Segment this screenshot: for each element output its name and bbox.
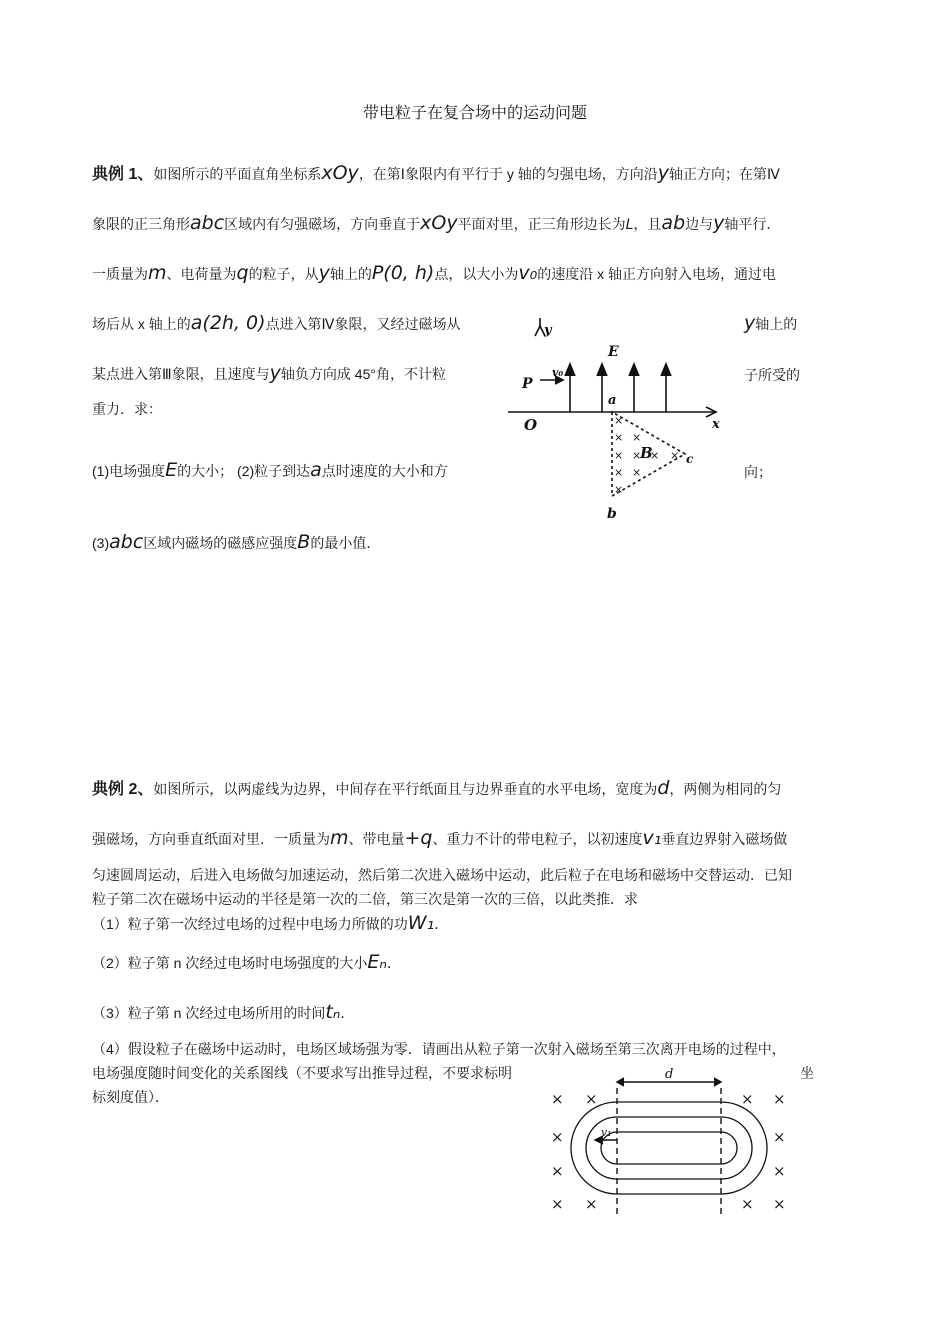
svg-text:×: × <box>551 1195 564 1213</box>
example2-line3: 匀速圆周运动，后进入电场做匀加速运动，然后第二次进入磁场中运动，此后粒子在电场和磁场中交替运动．已知 <box>92 867 792 883</box>
svg-text:×: × <box>551 1162 564 1180</box>
example2-line2: 强磁场，方向垂直纸面对里．一质量为m、带电量+q、重力不计的带电粒子，以初速度v₁垂直边界射入磁场做 <box>92 827 788 849</box>
example2-label: 典例 2、 <box>92 781 154 798</box>
svg-text:×: × <box>585 1195 598 1213</box>
svg-text:×: × <box>632 431 642 444</box>
svg-text:×: × <box>614 431 624 444</box>
fig1-label-x: x <box>712 417 720 432</box>
svg-text:×: × <box>551 1090 564 1108</box>
svg-text:×: × <box>614 449 624 462</box>
svg-text:×: × <box>585 1090 598 1108</box>
svg-text:×: × <box>670 449 680 462</box>
example1-question1-2: (1)电场强度E的大小； (2)粒子到达a点时速度的大小和方 <box>92 459 448 481</box>
fig1-label-c: c <box>686 452 694 466</box>
example2-question4-line2: 电场强度随时间变化的关系图线（不要求写出推导过程，不要求标明 <box>92 1065 512 1081</box>
fig1-label-P: P <box>522 376 533 392</box>
example1-line1: 典例 1、如图所示的平面直角坐标系xOy，在第Ⅰ象限内有平行于 y 轴的匀强电场，方向沿y轴正方向；在第Ⅳ <box>92 162 780 184</box>
page-title: 带电粒子在复合场中的运动问题 <box>362 103 587 122</box>
example1-question2-end: 向； <box>744 464 772 480</box>
fig2-label-v1: v₁ <box>601 1126 612 1139</box>
fig1-label-B: B <box>640 444 653 462</box>
example2-line4: 粒子第二次在磁场中运动的半径是第一次的二倍，第三次是第一次的三倍，以此类推．求 <box>92 891 638 907</box>
svg-text:×: × <box>741 1090 754 1108</box>
svg-text:×: × <box>773 1195 786 1213</box>
example1-label: 典例 1、 <box>92 166 154 183</box>
example1-line2: 象限的正三角形abc区域内有匀强磁场，方向垂直于xOy平面对里，正三角形边长为L，且ab边与y轴平行． <box>92 212 781 234</box>
svg-text:×: × <box>614 466 624 479</box>
example1-line5-right: 子所受的 <box>744 367 800 383</box>
example2-question4-line3: 标刻度值）． <box>92 1089 169 1105</box>
example1-line5: 某点进入第Ⅲ象限，且速度与y轴负方向成 45°角，不计粒 <box>92 362 446 384</box>
example1-line6: 重力．求： <box>92 401 162 417</box>
svg-text:×: × <box>614 483 624 496</box>
example1-line4: 场后从 x 轴上的a(2h, 0)点进入第Ⅳ象限，又经过磁场从 <box>92 312 461 334</box>
fig1-label-b: b <box>607 506 617 522</box>
example2-line1: 典例 2、如图所示，以两虚线为边界，中间存在平行纸面且与边界垂直的水平电场，宽度为d，两侧为相同的匀 <box>92 777 782 799</box>
svg-text:×: × <box>614 414 624 427</box>
svg-text:×: × <box>632 449 642 462</box>
example2-question1: （1）粒子第一次经过电场的过程中电场力所做的功W₁． <box>92 912 449 934</box>
svg-text:×: × <box>773 1162 786 1180</box>
fig1-label-E: E <box>608 344 619 360</box>
svg-text:×: × <box>650 449 660 462</box>
svg-text:×: × <box>741 1195 754 1213</box>
example2-question4-right: 坐 <box>800 1065 814 1081</box>
fig1-label-v0: v₀ <box>552 366 564 379</box>
example1-line3: 一质量为m、电荷量为q的粒子，从y轴上的P(0, h)点，以大小为v₀的速度沿 x 轴正方向射入电场，通过电 <box>92 262 776 284</box>
svg-text:×: × <box>551 1128 564 1146</box>
example1-question3: (3)abc区域内磁场的磁感应强度B的最小值． <box>92 531 381 553</box>
svg-text:×: × <box>632 466 642 479</box>
svg-text:×: × <box>773 1128 786 1146</box>
fig1-label-O: O <box>524 416 538 434</box>
example2-question4: （4）假设粒子在磁场中运动时，电场区域场强为零．请画出从粒子第一次射入磁场至第三次离开电场的过程中， <box>92 1041 786 1057</box>
example2-question3: （3）粒子第 n 次经过电场所用的时间tₙ． <box>92 1001 355 1023</box>
fig1-label-a: a <box>608 393 617 408</box>
fig2-path-1 <box>601 1132 737 1164</box>
example1-line4-right: y轴上的 <box>744 312 798 334</box>
figure2-field-diagram <box>545 1068 795 1218</box>
fig1-label-y: y <box>544 323 552 338</box>
figure1-coordinate-diagram <box>500 318 740 570</box>
fig2-label-d: d <box>665 1068 674 1082</box>
svg-text:×: × <box>773 1090 786 1108</box>
example2-question2: （2）粒子第 n 次经过电场时电场强度的大小Eₙ． <box>92 951 401 973</box>
